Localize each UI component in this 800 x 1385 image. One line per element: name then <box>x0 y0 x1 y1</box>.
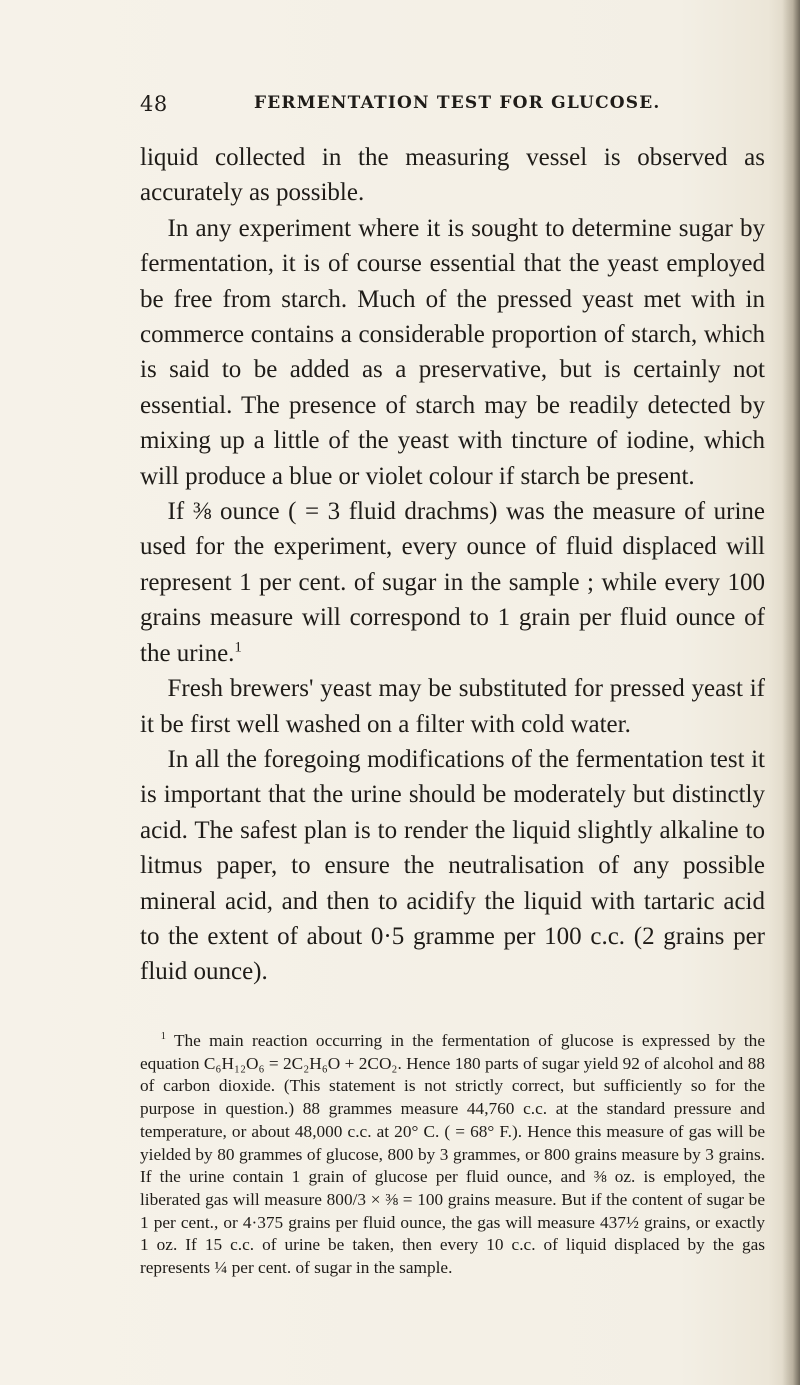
paragraph-brewers-yeast: Fresh brewers' yeast may be substituted for pressed yeast if it be first well washed on a filter with cold water. <box>140 675 765 738</box>
paragraph-starch: In any experiment where it is sought to determine sugar by fermentation, it is of course essential that the yeast employed be free from starch. Much of the pressed yeast met with in commerce contains a considerable proportion of starch, which is said to be added as a preservative, but is certainly not essential. The presence of starch may be readily detected by mixing up a little of the yeast with tincture of iodine, which will produce a blue or violet colour if starch be present. <box>140 214 765 490</box>
page-edge-shadow <box>782 0 800 1385</box>
footnote-text: The main reaction occurring in the fermentation of glucose is expressed by the equation C₆H₁₂O₆ = 2C₂H₆O + 2CO₂. Hence 180 parts of sugar yield 92 of alcohol and 88 of carbon dioxide. (This statement is not strictly correct, but sufficiently so for the purpose in question.) 88 grammes measure 44,760 c.c. at the standard pressure and temperature, or about 48,000 c.c. at 20° C. ( = 68° F.). Hence this measure of gas will be yielded by 80 grammes of glucose, 800 by 3 grammes, or 800 grains measure by 3 grains. If the urine contain 1 grain of glucose per fluid ounce, and ⅜ oz. is employed, the liberated gas will measure 800/3 × ⅜ = 100 grains measure. But if the content of sugar be 1 per cent., or 4·375 grains per fluid ounce, the gas will measure 437½ grains, or exactly 1 oz. If 15 c.c. of urine be taken, then every 10 c.c. of liquid displaced by the gas represents ¼ per cent. of sugar in the sample. <box>140 1031 765 1278</box>
footnote-paragraph <box>140 1030 765 1280</box>
running-title: FERMENTATION TEST FOR GLUCOSE. <box>254 93 661 113</box>
paragraph-measure-text: If ⅜ ounce ( = 3 fluid drachms) was the measure of urine used for the experiment, every ounce of fluid displaced will represent 1 per cent. of sugar in the sample ; while every 100 grains measure will correspond to 1 grain per fluid ounce of the urine. <box>140 498 765 667</box>
paragraph-acidity: In all the foregoing modifications of the fermentation test it is important that the urine should be moderately but distinctly acid. The safest plan is to render the liquid slightly alkaline to litmus paper, to ensure the neutralisation of any possible mineral acid, and then to acidify the liquid with tartaric acid to the extent of about 0·5 gramme per 100 c.c. (2 grains per fluid ounce). <box>140 745 765 986</box>
paragraph-measure <box>140 494 765 671</box>
footnote <box>140 1030 765 1280</box>
page-number: 48 <box>140 92 168 116</box>
body-text <box>140 140 765 990</box>
footnote-reference: 1 <box>234 639 242 656</box>
footnote-marker: 1 <box>160 1031 166 1043</box>
paragraph-continuation: liquid collected in the measuring vessel is observed as accurately as possible. <box>140 144 765 207</box>
page-header <box>140 92 765 118</box>
